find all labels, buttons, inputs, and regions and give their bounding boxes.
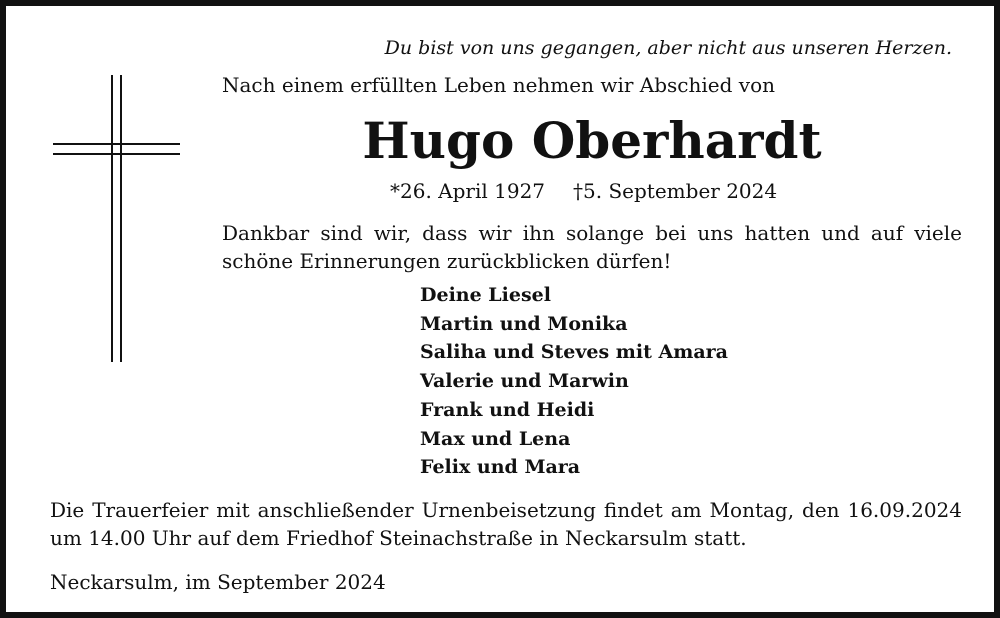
mourners-list (420, 281, 728, 482)
birth-date: *26. April 1927 (390, 179, 546, 203)
death-date: †5. September 2024 (573, 179, 778, 203)
cross-icon (52, 74, 182, 364)
thanks-text: Dankbar sind wir, dass wir ihn solange bei uns hatten und auf viele schöne Erinnerungen zurückblicken dürfen! (222, 221, 962, 273)
mourner-item: Frank und Heidi (420, 398, 595, 421)
place-date: Neckarsulm, im September 2024 (50, 570, 386, 594)
mourner-item: Valerie und Marwin (420, 370, 629, 393)
intro-text: Nach einem erfüllten Leben nehmen wir Abschied von (222, 73, 775, 97)
ceremony-text: Die Trauerfeier mit anschließender Urnenbeisetzung findet am Montag, den 16.09.2024 um 14.00 Uhr auf dem Friedhof Steinachstraße in Neckarsulm statt. (50, 498, 962, 550)
mourner-item: Martin und Monika (420, 312, 628, 335)
motto-text: Du bist von uns gegangen, aber nicht aus unseren Herzen. (384, 37, 952, 59)
mourner-item: Saliha und Steves mit Amara (420, 341, 728, 364)
mourner-item: Max und Lena (420, 427, 571, 450)
life-dates (390, 178, 777, 204)
mourner-item: Deine Liesel (420, 284, 551, 306)
deceased-name: Hugo Oberhardt (362, 111, 822, 170)
mourner-item: Felix und Mara (420, 456, 581, 479)
